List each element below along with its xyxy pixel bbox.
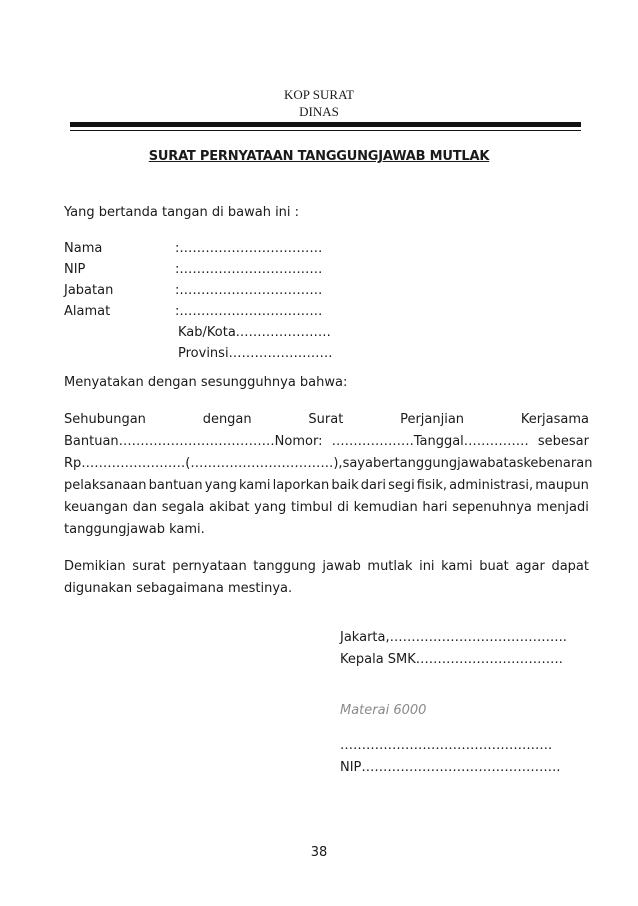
word: kami <box>238 478 271 493</box>
word: Demikian <box>64 559 126 574</box>
letterhead-line-2: DINAS <box>299 104 339 119</box>
word: maupun <box>535 478 589 493</box>
word: administrasi, <box>449 478 534 493</box>
word: yang <box>254 500 287 515</box>
para1-line-1 <box>64 412 589 427</box>
signature-place-date: Jakarta,………………………………….. <box>340 630 567 645</box>
document-title: SURAT PERNYATAAN TANGGUNGJAWAB MUTLAK <box>148 149 490 164</box>
word: kami <box>441 559 473 574</box>
signature-name-line: …………………………………………. <box>340 738 553 753</box>
para1-line-6: tanggungjawab kami. <box>64 522 205 537</box>
field-value-nip: :…………………………… <box>175 262 323 277</box>
para2-line-2: digunakan sebagaimana mestinya. <box>64 581 293 596</box>
field-label-alamat: Alamat <box>64 304 111 319</box>
word: dapat <box>551 559 589 574</box>
word: bantuan <box>148 478 203 493</box>
word: buat <box>479 559 509 574</box>
word: Perjanjian <box>400 412 465 427</box>
word: sebesar <box>537 434 589 449</box>
signature-nip: NIP………………………………………. <box>340 760 561 775</box>
word: kebenaran <box>523 456 593 471</box>
word: kemudian <box>353 500 418 515</box>
word: segi <box>388 478 415 493</box>
materai-stamp-label: Materai 6000 <box>340 703 427 718</box>
field-value-alamat: :…………………………… <box>175 304 323 319</box>
address-kabkota: Kab/Kota.………………… <box>178 325 331 340</box>
word: segala <box>161 500 205 515</box>
signature-position: Kepala SMK……………………………. <box>340 652 563 667</box>
word: dari <box>360 478 386 493</box>
letterhead <box>0 86 638 120</box>
word: pelaksanaan <box>64 478 147 493</box>
header-rule-thick <box>70 122 581 127</box>
page-number: 38 <box>310 845 328 860</box>
word: bertanggung <box>372 456 458 471</box>
word: timbul <box>290 500 333 515</box>
word: akibat <box>209 500 250 515</box>
word: dengan <box>202 412 252 427</box>
word: surat <box>132 559 166 574</box>
header-rule-thin <box>70 130 581 131</box>
word: Surat <box>308 412 344 427</box>
para1-line-2 <box>64 434 589 449</box>
para1-line-3 <box>64 456 593 471</box>
word: jawab <box>457 456 496 471</box>
letterhead-line-1: KOP SURAT <box>284 87 354 102</box>
field-value-jabatan: :…………………………… <box>175 283 323 298</box>
word: atas <box>495 456 524 471</box>
word: tanggung <box>253 559 316 574</box>
word: fisik, <box>416 478 448 493</box>
field-label-jabatan: Jabatan <box>64 283 114 298</box>
word: ini <box>419 559 435 574</box>
word: ……………….Tanggal…………… <box>331 434 529 449</box>
word: agar <box>515 559 545 574</box>
word: baik <box>331 478 359 493</box>
word: menjadi <box>536 500 589 515</box>
word: di <box>337 500 349 515</box>
address-provinsi: Provinsi…………………… <box>178 346 333 361</box>
para1-line-4 <box>64 478 589 493</box>
word: dan <box>132 500 158 515</box>
word: yang <box>204 478 237 493</box>
word: Kerjasama <box>520 412 589 427</box>
word: Rp……………………(……………………………), <box>64 456 343 471</box>
word: Bantuan………………………………Nomor: <box>64 434 323 449</box>
word: mutlak <box>367 559 413 574</box>
word: Sehubungan <box>64 412 146 427</box>
word: laporkan <box>272 478 330 493</box>
para1-line-5 <box>64 500 589 515</box>
word: saya <box>342 456 373 471</box>
declaration-text: Menyatakan dengan sesungguhnya bahwa: <box>64 375 348 390</box>
field-label-nama: Nama <box>64 241 103 256</box>
word: keuangan <box>64 500 128 515</box>
para2-line-1 <box>64 559 589 574</box>
field-value-nama: :…………………………… <box>175 241 323 256</box>
word: sepenuhnya <box>452 500 532 515</box>
word: jawab <box>322 559 361 574</box>
intro-text: Yang bertanda tangan di bawah ini : <box>64 205 300 220</box>
word: pernyataan <box>172 559 247 574</box>
field-label-nip: NIP <box>64 262 86 277</box>
word: hari <box>422 500 448 515</box>
